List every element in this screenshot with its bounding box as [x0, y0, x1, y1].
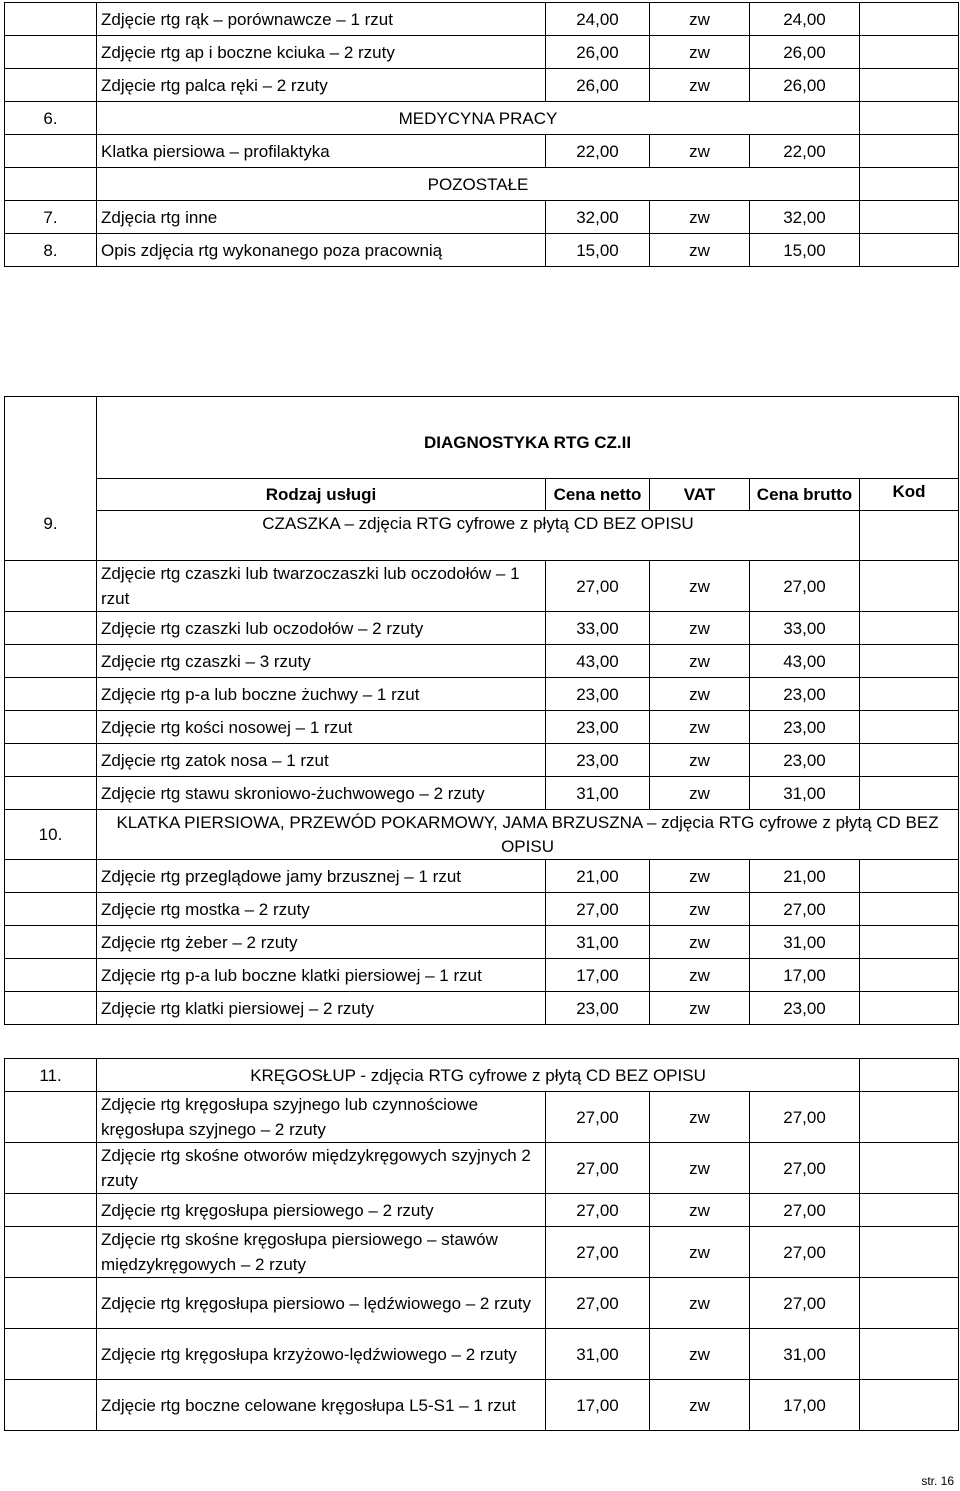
price-netto: 27,00: [546, 1278, 650, 1329]
row-number: [5, 860, 97, 893]
column-header-row: [5, 479, 959, 511]
section-title: KRĘGOSŁUP - zdjęcia RTG cyfrowe z płytą CD BEZ OPISU: [97, 1059, 860, 1092]
row-number: [5, 992, 97, 1025]
price-netto: 21,00: [546, 860, 650, 893]
price-netto: 27,00: [546, 1194, 650, 1227]
price-netto: 27,00: [546, 1092, 650, 1143]
header-netto: Cena netto: [546, 479, 650, 511]
table-row: [5, 1092, 959, 1143]
vat-rate: zw: [650, 1227, 750, 1278]
price-table-part1: [4, 2, 959, 267]
price-brutto: 33,00: [750, 612, 860, 645]
row-number: [5, 1329, 97, 1380]
table-row: [5, 3, 959, 36]
page-number: str. 16: [921, 1474, 954, 1488]
table-row: [5, 959, 959, 992]
vat-rate: zw: [650, 234, 750, 267]
row-number: [5, 744, 97, 777]
price-netto: 27,00: [546, 1143, 650, 1194]
price-table-part2-body: [5, 397, 959, 1025]
table-row: [5, 777, 959, 810]
table-row: [5, 860, 959, 893]
table-row: [5, 645, 959, 678]
price-brutto: 27,00: [750, 1278, 860, 1329]
section-header-row: [5, 810, 959, 860]
vat-rate: zw: [650, 36, 750, 69]
price-netto: 23,00: [546, 992, 650, 1025]
price-brutto: 31,00: [750, 926, 860, 959]
service-name: Zdjęcie rtg klatki piersiowej – 2 rzuty: [97, 992, 546, 1025]
section-number: 6.: [5, 102, 97, 135]
price-table-part3-body: [5, 1059, 959, 1431]
service-name: Zdjęcie rtg czaszki – 3 rzuty: [97, 645, 546, 678]
row-number: [5, 561, 97, 612]
price-netto: 27,00: [546, 561, 650, 612]
section-number: 9.: [5, 511, 97, 561]
price-brutto: 27,00: [750, 561, 860, 612]
section-title: KLATKA PIERSIOWA, PRZEWÓD POKARMOWY, JAMA BRZUSZNA – zdjęcia RTG cyfrowe z płytą CD BEZ OPISU: [97, 810, 959, 860]
code-cell: [860, 135, 959, 168]
price-table-part2: [4, 396, 959, 1025]
row-number: [5, 678, 97, 711]
service-name: Zdjęcia rtg inne: [97, 201, 546, 234]
price-netto: 24,00: [546, 3, 650, 36]
code-cell: [860, 711, 959, 744]
service-name: Zdjęcie rtg rąk – porównawcze – 1 rzut: [97, 3, 546, 36]
row-number: [5, 645, 97, 678]
row-number: [5, 893, 97, 926]
code-cell: [860, 561, 959, 612]
code-cell: [860, 36, 959, 69]
row-number: [5, 1194, 97, 1227]
price-netto: 31,00: [546, 777, 650, 810]
section-title: CZASZKA – zdjęcia RTG cyfrowe z płytą CD BEZ OPISU: [97, 511, 860, 561]
service-name: Zdjęcie rtg zatok nosa – 1 rzut: [97, 744, 546, 777]
table-row: [5, 234, 959, 267]
row-number: [5, 777, 97, 810]
vat-rate: zw: [650, 561, 750, 612]
code-cell: [860, 926, 959, 959]
price-brutto: 21,00: [750, 860, 860, 893]
service-name: Zdjęcie rtg kości nosowej – 1 rzut: [97, 711, 546, 744]
vat-rate: zw: [650, 1380, 750, 1431]
table-row: [5, 1329, 959, 1380]
row-number: [5, 479, 97, 511]
table-row: [5, 201, 959, 234]
price-netto: 26,00: [546, 69, 650, 102]
code-cell: [860, 893, 959, 926]
price-brutto: 43,00: [750, 645, 860, 678]
vat-rate: zw: [650, 711, 750, 744]
price-table-part1-body: [5, 3, 959, 267]
table-row: [5, 612, 959, 645]
section-header-row: [5, 1059, 959, 1092]
price-netto: 23,00: [546, 678, 650, 711]
header-kod: Kod: [860, 479, 959, 511]
vat-rate: zw: [650, 69, 750, 102]
table-row: [5, 678, 959, 711]
header-brutto: Cena brutto: [750, 479, 860, 511]
row-number: [5, 711, 97, 744]
code-cell: [860, 1194, 959, 1227]
code-cell: [860, 777, 959, 810]
code-cell: [860, 959, 959, 992]
code-cell: [860, 168, 959, 201]
price-netto: 17,00: [546, 1380, 650, 1431]
service-name: Opis zdjęcia rtg wykonanego poza pracownią: [97, 234, 546, 267]
price-netto: 27,00: [546, 893, 650, 926]
table-row: [5, 893, 959, 926]
service-name: Zdjęcie rtg mostka – 2 rzuty: [97, 893, 546, 926]
price-netto: 26,00: [546, 36, 650, 69]
table-row: [5, 1194, 959, 1227]
code-cell: [860, 201, 959, 234]
price-netto: 17,00: [546, 959, 650, 992]
section-title: POZOSTAŁE: [97, 168, 860, 201]
row-number: [5, 36, 97, 69]
vat-rate: zw: [650, 135, 750, 168]
row-number: [5, 397, 97, 479]
code-cell: [860, 992, 959, 1025]
row-number: 8.: [5, 234, 97, 267]
section-header-row: [5, 511, 959, 561]
vat-rate: zw: [650, 744, 750, 777]
section-number: 10.: [5, 810, 97, 860]
code-cell: [860, 1143, 959, 1194]
header-vat: VAT: [650, 479, 750, 511]
service-name: Zdjęcie rtg ap i boczne kciuka – 2 rzuty: [97, 36, 546, 69]
price-brutto: 27,00: [750, 1143, 860, 1194]
service-name: Zdjęcie rtg czaszki lub twarzoczaszki lub oczodołów – 1 rzut: [97, 561, 546, 612]
vat-rate: zw: [650, 959, 750, 992]
code-cell: [860, 645, 959, 678]
section-header-row: [5, 102, 959, 135]
price-brutto: 23,00: [750, 992, 860, 1025]
table-row: [5, 1227, 959, 1278]
price-brutto: 23,00: [750, 744, 860, 777]
vat-rate: zw: [650, 777, 750, 810]
price-brutto: 32,00: [750, 201, 860, 234]
code-cell: [860, 1059, 959, 1092]
table-row: [5, 135, 959, 168]
row-number: [5, 926, 97, 959]
price-brutto: 26,00: [750, 36, 860, 69]
vat-rate: zw: [650, 201, 750, 234]
price-brutto: 27,00: [750, 1194, 860, 1227]
vat-rate: zw: [650, 3, 750, 36]
vat-rate: zw: [650, 926, 750, 959]
table-title-row: [5, 397, 959, 479]
vat-rate: zw: [650, 678, 750, 711]
section-number: [5, 168, 97, 201]
code-cell: [860, 511, 959, 561]
code-cell: [860, 1329, 959, 1380]
row-number: [5, 69, 97, 102]
service-name: Zdjęcie rtg czaszki lub oczodołów – 2 rzuty: [97, 612, 546, 645]
table-row: [5, 992, 959, 1025]
price-netto: 43,00: [546, 645, 650, 678]
price-brutto: 15,00: [750, 234, 860, 267]
price-netto: 23,00: [546, 711, 650, 744]
price-brutto: 27,00: [750, 1092, 860, 1143]
row-number: [5, 1092, 97, 1143]
price-brutto: 27,00: [750, 893, 860, 926]
code-cell: [860, 234, 959, 267]
service-name: Zdjęcie rtg żeber – 2 rzuty: [97, 926, 546, 959]
code-cell: [860, 612, 959, 645]
price-brutto: 31,00: [750, 777, 860, 810]
table-row: [5, 69, 959, 102]
price-netto: 27,00: [546, 1227, 650, 1278]
service-name: Zdjęcie rtg kręgosłupa szyjnego lub czynnościowe kręgosłupa szyjnego – 2 rzuty: [97, 1092, 546, 1143]
service-name: Zdjęcie rtg kręgosłupa krzyżowo-lędźwiowego – 2 rzuty: [97, 1329, 546, 1380]
price-netto: 22,00: [546, 135, 650, 168]
price-brutto: 23,00: [750, 678, 860, 711]
row-number: [5, 959, 97, 992]
service-name: Klatka piersiowa – profilaktyka: [97, 135, 546, 168]
price-brutto: 23,00: [750, 711, 860, 744]
code-cell: [860, 860, 959, 893]
code-cell: [860, 744, 959, 777]
table-row: [5, 1278, 959, 1329]
price-brutto: 17,00: [750, 1380, 860, 1431]
header-rodzaj: Rodzaj usługi: [97, 479, 546, 511]
code-cell: [860, 3, 959, 36]
price-brutto: 22,00: [750, 135, 860, 168]
row-number: [5, 1227, 97, 1278]
code-cell: [860, 69, 959, 102]
table-row: [5, 744, 959, 777]
price-brutto: 27,00: [750, 1227, 860, 1278]
row-number: 7.: [5, 201, 97, 234]
table-row: [5, 1143, 959, 1194]
price-brutto: 17,00: [750, 959, 860, 992]
vat-rate: zw: [650, 1194, 750, 1227]
service-name: Zdjęcie rtg skośne otworów międzykręgowych szyjnych 2 rzuty: [97, 1143, 546, 1194]
code-cell: [860, 1278, 959, 1329]
table-row: [5, 1380, 959, 1431]
price-table-part3: [4, 1058, 959, 1431]
price-netto: 31,00: [546, 1329, 650, 1380]
price-brutto: 31,00: [750, 1329, 860, 1380]
table-row: [5, 926, 959, 959]
price-netto: 23,00: [546, 744, 650, 777]
service-name: Zdjęcie rtg kręgosłupa piersiowego – 2 rzuty: [97, 1194, 546, 1227]
vat-rate: zw: [650, 1278, 750, 1329]
code-cell: [860, 1092, 959, 1143]
price-brutto: 24,00: [750, 3, 860, 36]
vat-rate: zw: [650, 860, 750, 893]
vat-rate: zw: [650, 893, 750, 926]
vat-rate: zw: [650, 1092, 750, 1143]
row-number: [5, 1380, 97, 1431]
row-number: [5, 135, 97, 168]
section-number: 11.: [5, 1059, 97, 1092]
price-netto: 15,00: [546, 234, 650, 267]
vat-rate: zw: [650, 992, 750, 1025]
row-number: [5, 1278, 97, 1329]
vat-rate: zw: [650, 1329, 750, 1380]
vat-rate: zw: [650, 612, 750, 645]
code-cell: [860, 1227, 959, 1278]
vat-rate: zw: [650, 1143, 750, 1194]
row-number: [5, 612, 97, 645]
service-name: Zdjęcie rtg skośne kręgosłupa piersiowego – stawów międzykręgowych – 2 rzuty: [97, 1227, 546, 1278]
code-cell: [860, 102, 959, 135]
service-name: Zdjęcie rtg p-a lub boczne żuchwy – 1 rzut: [97, 678, 546, 711]
code-cell: [860, 1380, 959, 1431]
code-cell: [860, 678, 959, 711]
row-number: [5, 3, 97, 36]
price-netto: 32,00: [546, 201, 650, 234]
price-brutto: 26,00: [750, 69, 860, 102]
service-name: Zdjęcie rtg kręgosłupa piersiowo – lędźwiowego – 2 rzuty: [97, 1278, 546, 1329]
service-name: Zdjęcie rtg stawu skroniowo-żuchwowego – 2 rzuty: [97, 777, 546, 810]
table-row: [5, 36, 959, 69]
section-title: MEDYCYNA PRACY: [97, 102, 860, 135]
table-row: [5, 711, 959, 744]
row-number: [5, 1143, 97, 1194]
price-netto: 31,00: [546, 926, 650, 959]
service-name: Zdjęcie rtg p-a lub boczne klatki piersiowej – 1 rzut: [97, 959, 546, 992]
service-name: Zdjęcie rtg boczne celowane kręgosłupa L5-S1 – 1 rzut: [97, 1380, 546, 1431]
vat-rate: zw: [650, 645, 750, 678]
price-netto: 33,00: [546, 612, 650, 645]
table-title: DIAGNOSTYKA RTG CZ.II: [97, 397, 959, 479]
section-header-row: [5, 168, 959, 201]
table-row: [5, 561, 959, 612]
service-name: Zdjęcie rtg przeglądowe jamy brzusznej – 1 rzut: [97, 860, 546, 893]
service-name: Zdjęcie rtg palca ręki – 2 rzuty: [97, 69, 546, 102]
